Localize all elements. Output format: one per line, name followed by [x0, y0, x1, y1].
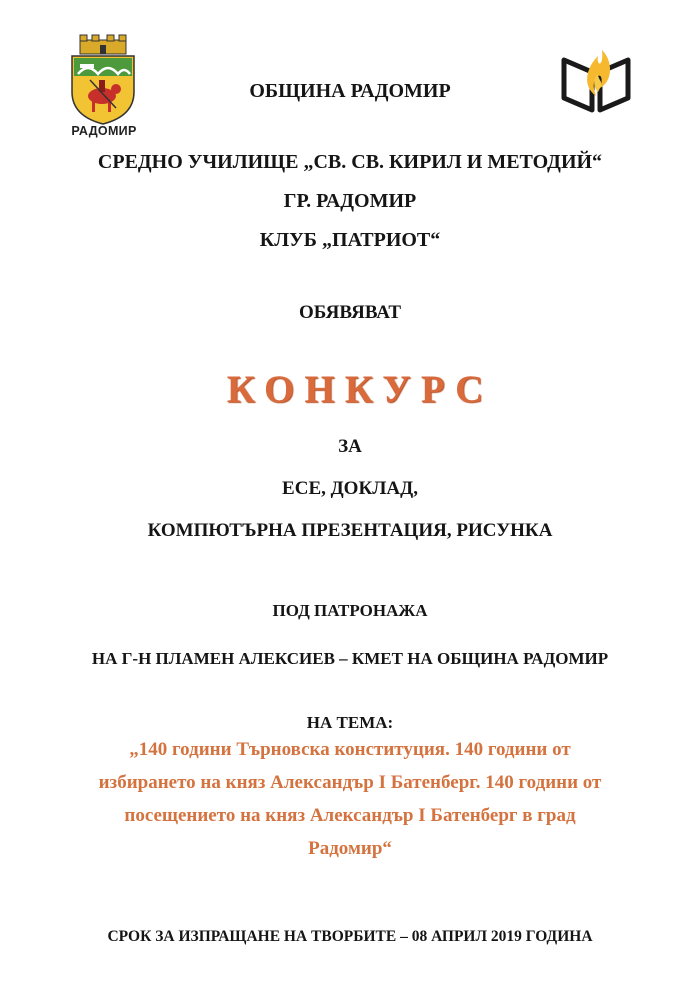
club-name: КЛУБ „ПАТРИОТ“	[259, 229, 441, 251]
theme-line: посещението на княз Александър І Батенберг в град	[124, 805, 576, 826]
patronage-name: НА Г-Н ПЛАМЕН АЛЕКСИЕВ – КМЕТ НА ОБЩИНА РАДОМИР	[91, 649, 609, 668]
announce-heading: ОБЯВЯВАТ	[298, 302, 402, 323]
crest-caption: РАДОМИР	[71, 124, 137, 138]
contest-title: КОНКУРС	[226, 368, 494, 411]
theme-line: избирането на княз Александър І Батенберг. 140 години от	[98, 772, 602, 793]
for-label: ЗА	[338, 436, 362, 457]
theme-line: Радомир“	[308, 838, 392, 859]
theme-label: НА ТЕМА:	[306, 713, 394, 732]
contest-types-line-2: КОМПЮТЪРНА ПРЕЗЕНТАЦИЯ, РИСУНКА	[147, 520, 553, 541]
submission-deadline: СРОК ЗА ИЗПРАЩАНЕ НА ТВОРБИТЕ – 08 АПРИЛ 2019 ГОДИНА	[107, 928, 593, 945]
theme-text	[80, 733, 620, 865]
patronage-label: ПОД ПАТРОНАЖА	[272, 601, 428, 620]
municipality-heading: ОБЩИНА РАДОМИР	[249, 80, 451, 102]
theme-line: „140 години Търновска конституция. 140 години от	[129, 739, 571, 760]
school-name: СРЕДНО УЧИЛИЩЕ „СВ. СВ. КИРИЛ И МЕТОДИЙ“	[97, 151, 603, 173]
contest-types-line-1: ЕСЕ, ДОКЛАД,	[282, 478, 418, 499]
town-name: ГР. РАДОМИР	[283, 190, 417, 212]
